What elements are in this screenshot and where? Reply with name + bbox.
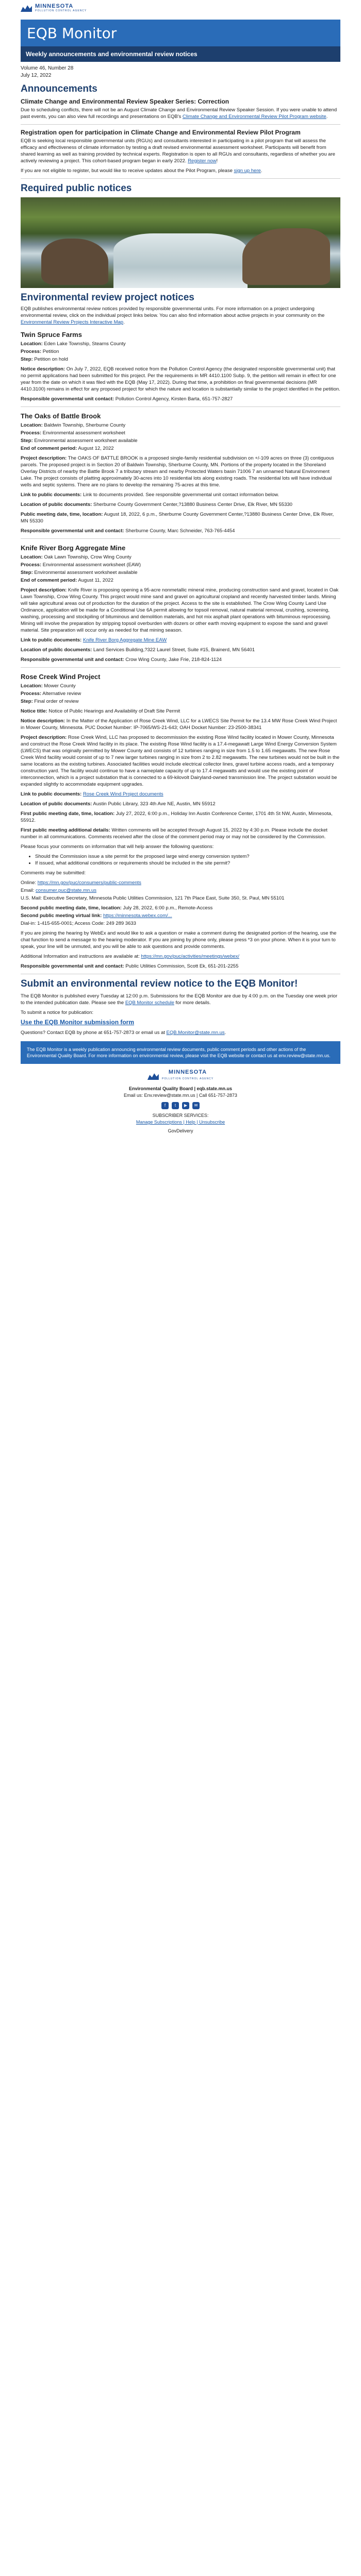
tagline-band: Weekly announcements and environmental review notices	[21, 46, 340, 62]
project-oaks-battle-brook: The Oaks of Battle Brook Location: Baldwin Township, Sherburne County Process: Environmental assessment worksheet Step: Environmental assessment worksheet available End of comment period: August 12, 2022 Project description: The OAKS OF BATTLE BROOK is a proposed single-family residential subdivision on +/-109 acres on three (3) contiguous parcels. The proposed project is in Section 20 of Baldwin Township, Sherburne County, MN. Portions of the property located in the Shoreland Overlay Districts of nearby the Battle Brook 7 a tributary stream and nearby Protected Waters basin 71006 7 an unnamed Natural Environment Lake. The project consists of platting approximately 30-acres into 10 residential lots along existing roads. The residential lots will have individual wells and septic systems. There are no plans to develop the remaining 75-acres at this time. Link to public documents: Link to documents provided. See responsible governmental unit contact information below. Location of public documents: Sherburne County Government Center,?13880 Business Center Drive, Elk River, MN 55330 Public meeting date, time, location: August 18, 2022, 6 p.m., Sherburne County Government Center,?13880 Business Center Drive, Elk River, MN 55330 Responsible governmental unit and contact: Sherburne County, Marc Schneider, 763-765-4454	[21, 412, 340, 534]
erpn-heading: Environmental review project notices	[21, 292, 194, 303]
newsletter-title: EQB Monitor	[27, 24, 117, 42]
project-knife-river: Knife River Borg Aggregate Mine Location: Oak Lawn Township, Crow Wing County Process: Environmental assessment worksheet (EAW) Step: Environmental assessment worksheet available End of comment period: August 11, 2022 Project description: Knife River is proposing opening a 95-acre nonmetallic mineral mine, producing construction sand and gravel, located in Oak Lawn Township, Crow Wing County. This project would mine sand and gravel on agricultural cropland and recently harvested timber lands. Mining will take agricultural areas out of production for the duration of the project. Access to the site is established. The Crow Wing County Land Use Ordinance, application will be made for a Conditional Use 6A permit allowing for topsoil removal, natural material removal, crushing, screening, washing, processing and stockpiling of bituminous and demolition materials, and hot mix asphalt plant operations with bituminous reprocessing. Mining will involve the preparation by stripping topsoil overburden with dozers or other earth moving equipment to expose the sand and gravel material. Site preparation will occur only as needed for that mining season. Link to public documents: Knife River Borg Aggregate Mine EAW Location of public documents: Land Services Building,?322 Laurel Street, Suite #15, Brainerd, MN 56401 Responsible governmental unit and contact: Crow Wing County, Jake Frie, 218-824-1124	[21, 544, 340, 663]
list-item: • Should the Commission issue a site permit for the proposed large wind energy conversion system?	[35, 853, 340, 860]
erpn-intro: EQB publishes environmental review notices provided by responsible governmental units. For more information on a project undergoing environmental review, click on the individual project links below. You can also find information about active projects in your community on the Environmental Review Projects Interactive Map.	[21, 306, 325, 325]
divider	[21, 538, 340, 539]
top-bar	[21, 1, 340, 16]
project-title: Knife River Borg Aggregate Mine	[21, 544, 126, 552]
question-list	[21, 853, 340, 867]
divider	[21, 124, 340, 125]
signup-link[interactable]: sign up here	[234, 168, 261, 174]
list-item: • If issued, what additional conditions or requirements should be included in the site permit?	[35, 860, 340, 867]
youtube-icon[interactable]: ▶	[182, 1102, 189, 1109]
interactive-map-link[interactable]: Environmental Review Projects Interactive Map	[21, 319, 124, 325]
volume-number: Volume 46, Number 28	[21, 65, 74, 71]
project-title: Rose Creek Wind Project	[21, 673, 101, 681]
rose-creek-docs-link[interactable]: Rose Creek Wind Project documents	[83, 791, 163, 797]
register-link[interactable]: Register now	[188, 158, 217, 164]
contact-line: Email us: Env.review@state.mn.us | Call 651-757-2873	[124, 1093, 237, 1098]
mpca-logo	[21, 1, 340, 14]
announcement-title: Climate Change and Environmental Review Speaker Series: Correction	[21, 98, 229, 105]
hero-banner	[21, 20, 340, 46]
puc-comments-link[interactable]: https://mn.gov/puc/consumers/public-comments	[37, 880, 141, 886]
footer-band: The EQB Monitor is a weekly publication announcing environmental review documents, public comment periods and other actions of the Environmental Quality Board. For more information on environmental review, please visit the EQB website or contact us at env.review@state.mn.us.	[21, 1041, 340, 1064]
org-line: Environmental Quality Board | eqb.state.mn.us	[128, 1086, 233, 1091]
footer-logo: MINNESOTA POLLUTION CONTROL AGENCY	[21, 1069, 340, 1082]
knife-river-docs-link[interactable]: Knife River Borg Aggregate Mine EAW	[83, 637, 167, 643]
logo-text: MINNESOTA	[35, 3, 74, 9]
project-twin-spruce: Twin Spruce Farms Location: Eden Lake Township, Stearns County Process: Petition Step: Petition on hold Notice description: On July 7, 2022, EQB received notice from the Pollution Control Agency (the designated responsible governmental unit) that no permit applications had been submitted for this project. Per the requirements in MR 4410.1100 Subp. 9, the petition will remain in effect for one year from the date on which it was filed with the EQB (May 17, 2022). During that time, a prohibition on final governmental decisions (MR 4410.3100) remains in effect for any proposed project for which the nature and location is substantially similar to the project identified in the petition. Responsible governmental unit contact: Pollution Control Agency, Kirsten Barta, 651-757-2827	[21, 331, 340, 402]
stream-photo	[21, 197, 340, 288]
puc-email-link[interactable]: consumer.puc@state.mn.us	[36, 888, 96, 893]
subscription-links[interactable]: Manage Subscriptions | Help | Unsubscribe	[136, 1120, 225, 1125]
email-icon[interactable]: ✉	[192, 1102, 200, 1109]
facebook-icon[interactable]: f	[161, 1102, 169, 1109]
issue-date: July 12, 2022	[21, 73, 52, 78]
govdelivery-logo: GovDelivery	[168, 1128, 193, 1133]
webex-instructions-link[interactable]: https://mn.gov/puc/activities/meetings/webex/	[141, 954, 240, 959]
webex-link[interactable]: https://minnesota.webex.com/...	[103, 913, 172, 919]
required-notices-heading: Required public notices	[21, 183, 132, 194]
project-rose-creek: Rose Creek Wind Project Location: Mower County Process: Alternative review Step: Final order of review Notice title: Notice of Public Hearings and Availability of Draft Site Permit Notice description: In the Matter of the Application of Rose Creek Wind, LLC for a LWECS Site Permit for the 13.4 MW Rose Creek Wind Project in Mower County, Minnesota. PUC Docket Number: IP-7065/WS-21-643; OAH Docket Number: 23-2500-38341 Project description: Rose Creek Wind, LLC has proposed to decommission the existing Rose Wind facility located in Mower County, Minnesota and construct the Rose Creek Wind facility in its place. The existing Rose Wind facility is a 17.4-megawatt Large Wind Energy Conversion System (LWECS) that was originally permitted by Mower County and consists of 12 turbines ranging in size from 1.5 to 1.65 megawatts. The new Rose Creek Wind facility would consist of up to 7 new larger turbines ranging in size from 2 to 2.82 megawatts. The new turbines would not be built in the same locations as the existing turbines. Associated facilities would include electrical collector lines, gravel turbine access roads, and a temporary construction yard. The facility would continue to have a nameplate capacity of up to 17.4 megawatts and would use the existing point of interconnection, which is a project substation that is connected to a 69-kilovolt Dairyland-owned transmission line. The project substation would be expanded slightly to accommodate equipment upgrades. Link to public documents: Rose Creek Wind Project documents Location of public documents: Austin Public Library, 323 4th Ave NE, Austin, MN 55912 First public meeting date, time, location: July 27, 2022, 6:00 p.m., Holiday Inn Austin Conference Center, 1701 4th St NW, Austin, Minnesota, 55912. First public meeting additional details: Written comments will be accepted through August 15, 2022 by 4:30 p.m. Please include the docket number in all communications. Comments received after the close of the comment period may or may not be considered by the Commission. Please focus your comments on information that will help answer the following questions: • Should the Commission issue a site permit for the proposed large wind energy conversion system? • If issued, what additional conditions or requirements should be included in the site permit? Comments may be submitted: Online: https://mn.gov/puc/consumers/public-comments Email: consumer.puc@state.mn.us U.S. Mail: Executive Secretary, Minnesota Public Utilities Commission, 121 7th Place East, Suite 350, St. Paul, MN 55101 Second public meeting date, time, location: July 28, 2022, 6:00 p.m., Remote-Access Second public meeting virtual link: https://minnesota.webex.com/... Dial-in: 1-415-655-0001; Access Code: 249 289 3633 If you are joining the hearing by WebEx and would like to ask a question or make a comment during the designated portion of the hearing, use the chat function to send a message to the hearing moderator. If you are joining by phone only, please press *3 on your phone. When it is your turn to speak, your line will be unmuted, and you will be able to ask questions and provide comments. Additional Information and instructions are available at: https://mn.gov/puc/activities/meetings/webex/ Responsible governmental unit and contact: Public Utilities Commission, Scott Ek, 651-201-2255	[21, 673, 340, 970]
announcement-title: Registration open for participation in Climate Change and Environmental Review Pilot Program	[21, 129, 301, 136]
announcement-body: If you are not eligible to register, but would like to receive updates about the Pilot Program, please sign up here.	[21, 168, 262, 174]
subscriber-services: SUBSCRIBER SERVICES:	[152, 1113, 209, 1118]
divider	[21, 178, 340, 179]
announcement-body: Due to scheduling conflicts, there will not be an August Climate Change and Environmental Review Speaker Session. If you were unable to attend past events, you can also view full recordings and presentations on EQB's Climate Change and Environmental Review Pilot Program website.	[21, 107, 337, 120]
pilot-program-link[interactable]: Climate Change and Environmental Review Pilot Program website	[182, 114, 326, 120]
submit-heading: Submit an environmental review notice to the EQB Monitor!	[21, 978, 298, 989]
divider	[21, 406, 340, 407]
project-title: The Oaks of Battle Brook	[21, 412, 101, 420]
social-links	[21, 1102, 340, 1109]
divider	[21, 667, 340, 668]
state-outline-icon	[147, 1072, 159, 1080]
monitor-email-link[interactable]: EQB.Monitor@state.mn.us	[166, 1030, 225, 1036]
issue-meta	[21, 62, 340, 79]
project-title: Twin Spruce Farms	[21, 331, 82, 338]
twitter-icon[interactable]: t	[172, 1102, 179, 1109]
announcement-body: EQB is seeking local responsible governmental units (RGUs) and consultants interested in participating in a pilot program that will assess the efficacy and effectiveness of climate information by testing a draft revised environmental assessment worksheet. Participants will benefit from shared learning as well as training provided by technical experts. Registration is open to all RGUs and consultants, regardless of whether you are actively reviewing a project. This cohort-based program began in early 2022. Register now!	[21, 138, 335, 164]
schedule-link[interactable]: EQB Monitor schedule	[125, 1000, 174, 1006]
logo-sub: POLLUTION CONTROL AGENCY	[35, 9, 87, 12]
submission-form-link[interactable]: Use the EQB Monitor submission form	[21, 1019, 135, 1026]
footer	[21, 1069, 340, 1142]
announcements-heading: Announcements	[21, 83, 97, 94]
state-outline-icon	[21, 4, 32, 12]
